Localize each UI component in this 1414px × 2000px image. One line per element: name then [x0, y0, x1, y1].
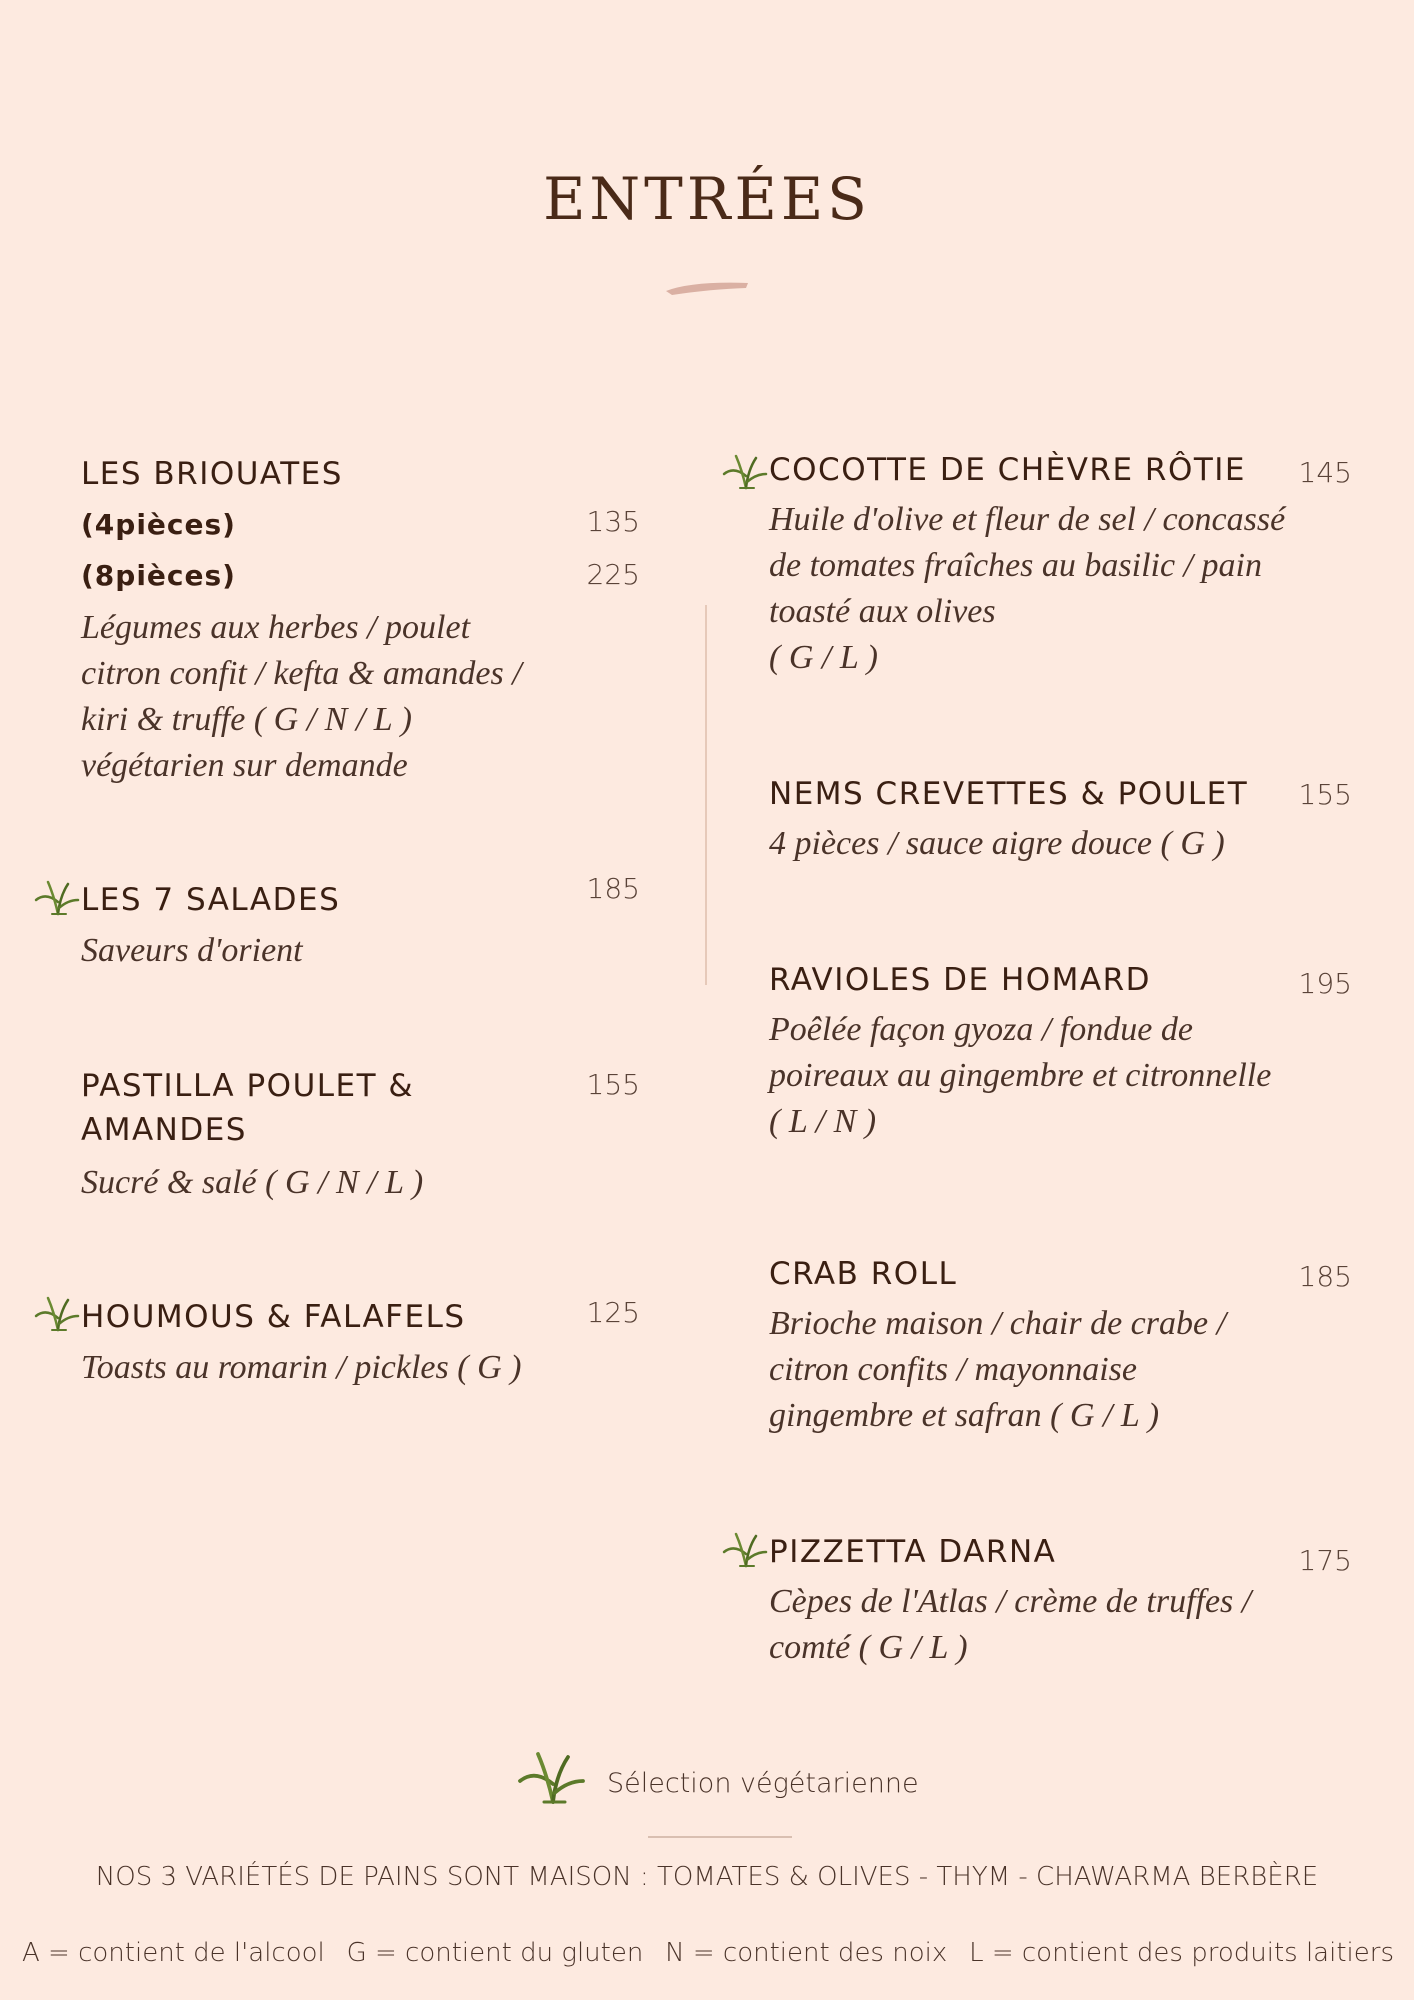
allergen-dairy: L = contient des produits laitiers [969, 1938, 1394, 1968]
allergen-nuts: N = contient des noix [665, 1938, 948, 1968]
dish-description: Toasts au romarin / pickles ( G ) [81, 1349, 522, 1386]
dish-name-nems: NEMS CREVETTES & POULET [769, 776, 1249, 812]
dish-description: Sucré & salé ( G / N / L ) [81, 1164, 424, 1201]
option-label: (4pièces) [81, 508, 236, 541]
price: 125 [586, 1296, 640, 1329]
dish-name-cocotte: COCOTTE DE CHÈVRE RÔTIE [769, 452, 1247, 488]
price: 135 [586, 505, 640, 538]
allergen-gluten: G = contient du gluten [346, 1938, 644, 1968]
dish-name-houmous: HOUMOUS & FALAFELS [81, 1299, 466, 1335]
dish-name-crab-roll: CRAB ROLL [769, 1256, 958, 1292]
dish-description: Brioche maison / chair de crabe / citron confits / mayonnaise gingembre et safran ( G / L ) [769, 1305, 1227, 1434]
price: 185 [1298, 1260, 1352, 1293]
dish-description: Légumes aux herbes / poulet citron confit / kefta & amandes / kiri & truffe ( G / N / L ) végétarien sur demande [81, 609, 522, 784]
vegetarian-legend-label: Sélection végétarienne [607, 1768, 919, 1799]
allergen-alcohol: A = contient de l'alcool [22, 1938, 325, 1968]
brush-stroke-decoration [662, 275, 752, 299]
price: 155 [586, 1068, 640, 1101]
allergen-legend [22, 1938, 1394, 1968]
dish-description: Saveurs d'orient [81, 932, 303, 969]
dish-name-les-briouates: LES BRIOUATES [81, 456, 343, 492]
option-label: (8pièces) [81, 559, 236, 592]
price: 145 [1298, 456, 1352, 489]
leaf-sprig-icon [720, 1530, 768, 1570]
price: 185 [586, 872, 640, 905]
dish-name-pastilla: PASTILLA POULET & AMANDES [81, 1068, 415, 1148]
dish-name-les-7-salades: LES 7 SALADES [81, 882, 341, 918]
column-divider [705, 605, 707, 985]
dish-name-pizzetta: PIZZETTA DARNA [769, 1534, 1057, 1570]
dish-name-ravioles: RAVIOLES DE HOMARD [769, 962, 1152, 998]
page-title: ENTRÉES [543, 165, 871, 233]
leaf-sprig-icon [720, 452, 768, 492]
price: 225 [586, 558, 640, 591]
price: 155 [1298, 778, 1352, 811]
dish-description: Huile d'olive et fleur de sel / concassé de tomates fraîches au basilic / pain toasté aux olives ( G / L ) [769, 501, 1286, 676]
price: 195 [1298, 967, 1352, 1000]
price: 175 [1298, 1544, 1352, 1577]
dish-description: Cèpes de l'Atlas / crème de truffes / comté ( G / L ) [769, 1583, 1252, 1666]
leaf-sprig-icon [32, 878, 80, 918]
leaf-sprig-icon [32, 1294, 80, 1334]
dish-description: Poêlée façon gyoza / fondue de poireaux au gingembre et citronnelle ( L / N ) [769, 1011, 1272, 1140]
leaf-sprig-icon [512, 1748, 588, 1808]
breads-note: NOS 3 VARIÉTÉS DE PAINS SONT MAISON : TOMATES & OLIVES - THYM - CHAWARMA BERBÈRE [95, 1862, 1319, 1892]
footer-divider [648, 1836, 792, 1838]
dish-description: 4 pièces / sauce aigre douce ( G ) [769, 825, 1225, 862]
